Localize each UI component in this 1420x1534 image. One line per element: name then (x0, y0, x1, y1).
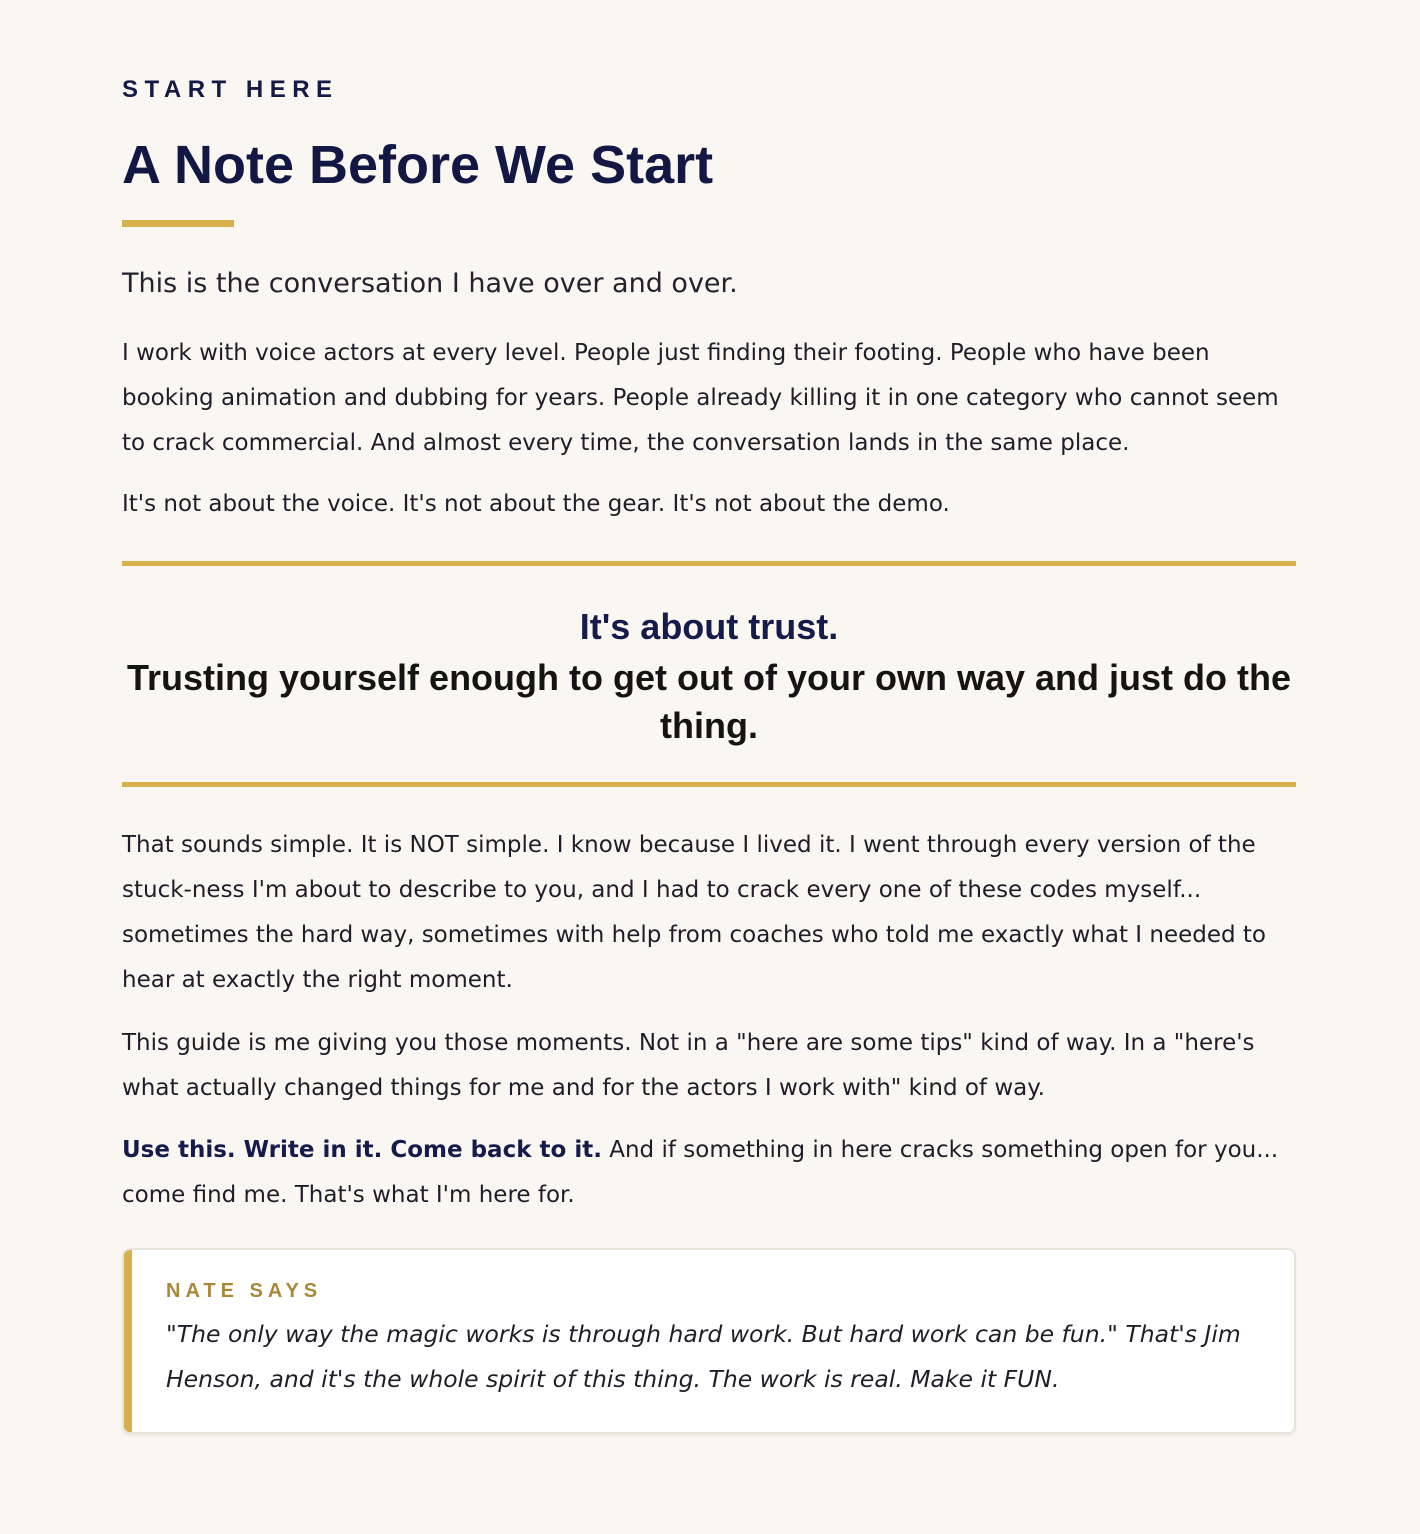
callout-divider-bottom (122, 782, 1296, 787)
body-paragraph: This guide is me giving you those moments. Not in a "here are some tips" kind of way. In a "here's what actually changed things for me and for the actors I work with" kind of way. (122, 1030, 1255, 1101)
intro-paragraph: It's not about the voice. It's not about the gear. It's not about the demo. (122, 491, 950, 517)
nate-says-box (122, 1248, 1296, 1434)
title-underline (122, 220, 234, 227)
page (122, 0, 1296, 1434)
callout (122, 566, 1296, 782)
section-eyebrow: START HERE (122, 76, 339, 103)
note-accent-bar (124, 1250, 132, 1432)
body-emphasis: Use this. Write in it. Come back to it. (122, 1137, 602, 1163)
note-label: NATE SAYS (166, 1280, 323, 1302)
intro-paragraph: I work with voice actors at every level. People just finding their footing. People who have been booking animation and dubbing for years. People already killing it in one category who cannot seem to crack commercial. And almost every time, the conversation lands in the same place. (122, 340, 1279, 456)
intro-lead: This is the conversation I have over and over. (122, 268, 738, 299)
note-quote: "The only way the magic works is through hard work. But hard work can be fun." That's Jim Henson, and it's the whole spirit of this thing. The work is real. Make it FUN. (166, 1320, 1241, 1393)
callout-heading: It's about trust. (579, 606, 839, 647)
body-paragraph: That sounds simple. It is NOT simple. I know because I lived it. I went through every version of the stuck-ness I'm about to describe to you, and I had to crack every one of these codes myself... sometimes the hard way, sometimes with help from coaches who told me exactly what I needed to hear at exactly the right moment. (122, 832, 1267, 993)
body-text: And if something in here cracks something open for you... come find me. That's what I'm here for. (122, 1137, 1279, 1208)
body-paragraph (122, 1128, 1296, 1218)
page-title: A Note Before We Start (122, 135, 714, 195)
callout-statement: Trusting yourself enough to get out of your own way and just do the thing. (127, 657, 1291, 746)
